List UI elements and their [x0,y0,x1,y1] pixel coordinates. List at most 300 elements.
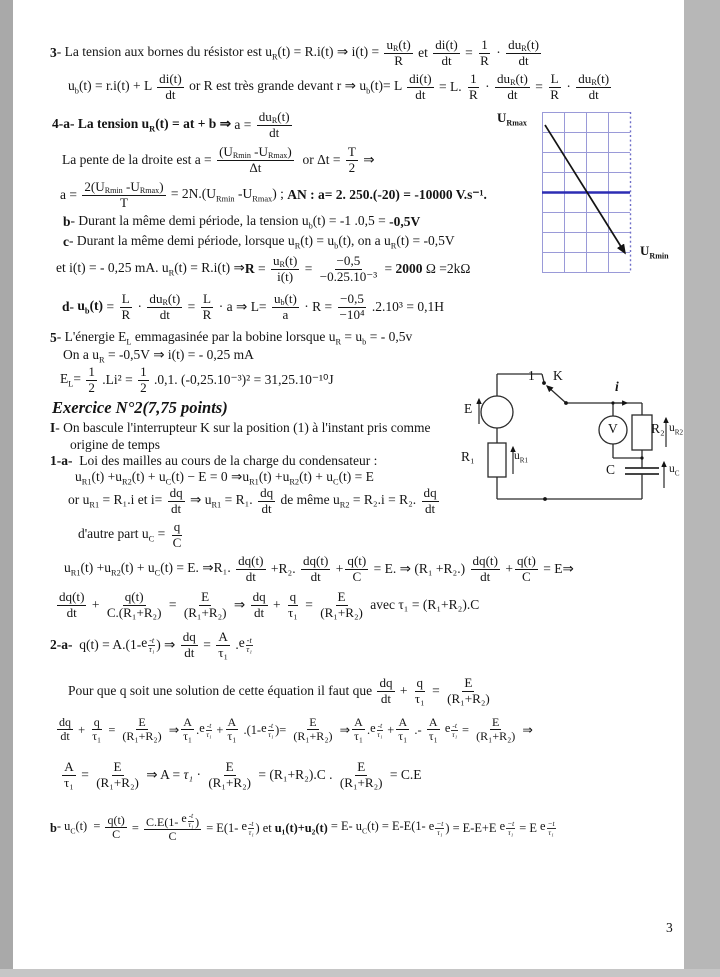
denominator: 2 [348,159,356,175]
text-token: V [608,421,618,436]
fraction [182,590,229,620]
fraction [257,110,292,140]
subscript: C [674,469,680,478]
subscript: R [149,124,156,134]
text-token: ⇒ [165,722,180,737]
text-token: de même $u_{R2} = R_2.i = R_2$. [277,492,420,510]
fraction [181,630,198,660]
text-token: R [244,261,255,277]
subscript: R1 [89,500,100,510]
text-token: = [128,820,142,835]
fraction [119,292,132,322]
subscript: Rmax [252,194,273,204]
fraction [427,716,440,744]
text-token: . [196,722,200,737]
text-token: ⇒ A = [142,767,184,783]
numerator: L [550,71,559,86]
graph-label-urmin [640,244,669,261]
text-token: Exercice N°2(7,75 points) [52,398,228,417]
denominator: (R₁+R₂) [447,690,490,706]
text-token: = [105,722,119,737]
subscript: b [308,221,313,231]
denominator: τ₁ [452,729,458,739]
text-token: = [301,261,316,277]
text-token: = E⇒ [539,561,574,577]
fraction [120,716,163,744]
fraction [396,716,409,744]
denominator: R [550,86,559,102]
denominator: (R₁+R₂) [183,604,227,620]
fraction [515,554,538,584]
exp-term: e $\frac{-t}{\text{τ₁}}$ [444,721,458,739]
switch-pivot-dot [564,401,568,405]
fraction [82,180,165,210]
text-token: $u_{R2}$ [669,422,684,437]
denominator: τ₁ [507,827,514,837]
numerator [144,812,201,830]
denominator: τ₁ [246,645,253,655]
text-token: .(1- [240,722,262,737]
fraction [216,630,230,660]
denominator: dt [310,568,321,584]
denominator: τ₁ [428,729,438,744]
numerator: u R (t) [272,253,298,269]
text-token: $U_{Rmax}$ [497,110,527,128]
denominator: dt [171,500,182,516]
denominator: dt [60,729,70,744]
fraction [338,292,367,322]
text-token: )= [275,722,290,737]
graph-ur-line [545,125,625,253]
fraction [377,676,394,706]
text-token: = $2N.(U_{Rmin}$ $-U_{Rmax}$) ; [167,186,288,204]
circuit-label-i [615,379,619,395]
fraction [271,254,299,284]
exponent-fraction [506,820,515,837]
fraction [272,292,299,322]
fraction [57,590,86,620]
text-token: + [384,722,395,737]
numerator: dq [379,675,393,690]
text-token: + [88,597,103,613]
fraction [86,365,97,395]
fraction [301,554,330,584]
numerator: E [201,589,210,604]
numerator: 1 [470,71,477,86]
exponent-fraction [547,820,556,837]
text-token: i [615,379,619,394]
text-token: - On bascule l'interrupteur K sur la position (1) à l'instant pris comme [55,420,431,435]
resistor-R1 [488,443,506,477]
fraction [548,72,561,102]
circuit-label-R1 [461,449,475,465]
capacitor-plates [625,468,659,474]
subscript: R [294,241,301,251]
subscript: b [334,241,339,251]
text-token: K [553,368,563,383]
ur-graph [542,112,634,274]
numerator: T [347,144,356,159]
text-token: -0,5V [389,214,421,230]
subscript: C [148,534,155,544]
numerator: -t [248,818,254,828]
text-token: or $u_{R1} = R_1.i$ et i= [68,492,166,510]
numerator: q [289,589,297,604]
numerator: dq(t) [472,553,498,568]
circuit-label-uC [669,463,680,477]
fraction [413,676,427,706]
circuit-label-C [606,462,615,478]
text-token: b [63,214,71,230]
denominator: −0.25.10⁻³ [319,268,378,284]
line-2a [50,630,254,660]
text-token: AN : a= 2. 250.(-20) = -10000 V.s⁻¹. [287,187,487,203]
fraction [168,486,185,516]
exponent-fraction [206,722,213,739]
exponent-fraction [377,722,384,739]
fraction [345,554,368,584]
exp-term: e $\frac{-t}{\text{τ₁}}$ [540,818,555,837]
text-token: E [464,401,473,416]
denominator: dt [165,86,176,102]
numerator: E [464,675,473,690]
fraction [471,554,500,584]
line-1a [50,453,377,469]
subscript: L [126,337,132,347]
subscript: b [362,337,367,347]
line-or [68,486,441,516]
subscript: R [168,268,175,278]
subscript: b [74,86,79,96]
denominator: dt [424,500,436,516]
numerator: 1 [140,364,147,379]
denominator: i(t) [277,268,294,284]
graph-label-urmax [497,111,527,128]
denominator: τ₁ [188,820,194,829]
numerator: E [357,759,366,774]
fraction [384,38,412,68]
line-d [62,292,444,322]
denominator: τ₁ [183,729,193,744]
text-token: + [75,722,89,737]
denominator: R [121,306,131,322]
line-pente [62,145,375,175]
circuit-label-E [464,401,472,417]
switch-contact-dot [542,381,546,385]
denominator: dt [588,86,599,102]
text-token: + [396,683,411,699]
numerator: di(t) [409,71,432,86]
text-token: τ₁ [183,767,194,783]
numerator: q(t) [516,553,536,568]
fraction [225,716,238,744]
numerator: 1 [481,37,488,52]
text-token: - L'énergie $E_L$ emmagasinée par la bobine lorsque $u_R = u_b$ = - 0,5v [56,329,413,347]
numerator: di(t) [159,71,182,86]
line-ona [63,347,254,365]
numerator: q(t) [107,812,125,827]
subscript: R [271,115,278,125]
fraction [62,760,76,790]
text-token: u₁(t)+u₂(t) [274,820,328,835]
text-token: .- [411,722,425,737]
text-token: $u_{R1}$ [514,450,529,465]
subscript: C [165,477,172,487]
voltmeter-letter [608,421,618,437]
exp-term: e $\frac{-t}{\text{τ₁}}$ [199,721,212,739]
numerator: q [93,715,100,729]
text-token: origine de temps [70,437,160,452]
numerator: di(t) [435,37,458,52]
subscript: Rmin [649,251,669,261]
text-token: I [50,420,56,435]
text-token: · [193,767,205,783]
denominator: dt [441,52,452,68]
text-token: = [381,261,396,277]
numerator: dq [423,485,437,500]
text-token: + [269,597,285,613]
fraction [201,292,214,322]
line-mailles [75,469,374,487]
text-token: C [606,462,616,477]
numerator: −0,5 [336,253,361,268]
denominator: (R₁+R₂) [96,774,139,790]
subscript: R [279,259,285,269]
numerator: dq [59,715,72,729]
junction-dot-right [640,456,643,459]
text-token: q(t) = A.(1- [72,637,142,653]
denominator: dt [184,644,195,660]
text-token: = E [516,820,541,835]
fraction [105,814,126,842]
text-token: $u_{R1}(t) +u_{R2}(t) + u_C(t) = E$. ⇒R₁. [64,560,235,578]
line-b [63,213,420,231]
text-token: b [50,820,57,835]
text-token: $E_L=$ [60,371,85,389]
numerator: 1 [88,364,95,379]
denominator: a [282,306,289,322]
text-token: et i(t) = - 0,25 mA. $u_R(t) = R.i(t)$ ⇒ [56,260,245,278]
text-token: 5 [50,330,57,346]
exp-term: e $\frac{-t}{\text{τ₁}}$ [241,818,254,837]
text-token: = [254,261,269,277]
numerator: q [173,519,181,534]
denominator: Δt [249,159,262,175]
subscript: R2 [111,568,121,578]
line-c [63,233,455,251]
text-token: = E. ⇒ (R₁ +R₂.) [370,561,469,577]
text-token: c [63,234,69,250]
subscript: R [521,43,527,53]
fraction [217,145,294,175]
numerator: −t [436,818,444,828]
circuit-label-uR2 [669,422,683,436]
subscript: R [99,355,105,365]
text-token: - [69,299,78,315]
text-token: ⇒ [519,722,533,737]
numerator: u b (t) [273,291,297,307]
page-number [666,920,673,936]
switch-blade [547,386,566,403]
subscript: R1 [81,477,92,487]
subscript: R [271,52,278,62]
text-token: 4-a- La tension $u_R(t)$ = at + b ⇒ [52,116,231,134]
text-token: = [301,597,317,613]
subscript: b [280,297,285,307]
exponent-fraction [188,813,194,829]
subscript: R [162,297,168,307]
subscript: R [591,77,597,87]
text-token: ⇒ [230,597,249,613]
subscript: C [154,568,161,578]
exponent-fraction [268,722,275,739]
subscript: b [366,86,371,96]
numerator: du R (t) [578,71,610,87]
denominator: (R₁+R₂) [293,729,333,744]
fraction [291,716,334,744]
exercice-2-heading [52,399,228,418]
fraction [147,292,182,322]
exp-term: e $\frac{-t}{\text{τ₁}}$ [370,721,383,739]
text-token: · [481,79,494,95]
denominator: dt [66,604,77,620]
text-token: C.E(1- [145,814,182,829]
subscript: R1 [211,500,222,510]
subscript: Rmin [216,194,235,204]
denominator: τ₁ [64,774,74,790]
exp-term: e $\frac{-t}{\text{τ₁}}$ [181,811,194,829]
text-token: 2-a- [50,637,73,653]
denominator: dt [415,86,426,102]
line-A [60,760,422,790]
numerator: E [492,715,500,729]
denominator: τ₁ [354,729,364,744]
denominator: (R₁+R₂) [320,604,363,620]
numerator: A [218,629,228,644]
ur-graph-svg [542,112,634,274]
line-R [56,254,470,284]
fraction [467,72,480,102]
line-4a [52,110,294,140]
numerator: E [337,589,346,604]
subscript: R [390,241,397,251]
text-token: = [458,722,473,737]
text-token: + [332,561,344,577]
circuit-label-pos1 [528,368,535,384]
denominator: 2 [88,379,95,395]
numerator: E [113,759,122,774]
numerator: q(t) [124,589,144,604]
numerator: -t [452,721,457,731]
text-token: a = [60,187,81,203]
denominator: (R₁+R₂) [208,774,251,790]
text-token: = E- $u_C(t) = E-E(1-$ [327,819,429,836]
denominator: R [480,52,489,68]
line-EL [60,365,334,395]
subscript: R1 [70,568,81,578]
fraction [57,716,73,744]
subscript: R2 [122,477,132,487]
fraction [422,486,439,516]
numerator: -t [246,635,252,645]
denominator: τ₁ [268,729,274,739]
text-token: R₁ [461,449,475,464]
circuit-diagram [455,368,705,518]
text-token: · [562,79,575,95]
fraction [576,72,611,102]
text-token: · a ⇒ L= [215,299,270,315]
fraction [407,72,434,102]
text-token: .0,1. (-0,25.10⁻³)² = 31,25.10⁻¹⁰J [150,372,334,388]
denominator: 2 [140,379,147,395]
fraction [318,254,379,284]
fraction [474,716,517,744]
line-pour [68,676,494,706]
numerator: L [203,291,212,306]
exp-term: e $\frac{-t}{\text{τ₁}}$ [141,635,155,655]
fraction [495,72,530,102]
subscript: R [392,43,399,53]
line-uc [50,812,557,844]
denominator: dt [261,500,272,516]
numerator: du R (t) [149,291,181,307]
denominator: C [112,827,121,842]
junction-dot-top [611,401,614,404]
text-token: . [367,722,371,737]
numerator: A [183,715,192,729]
line-5 [50,329,412,347]
text-token: 3 [50,45,57,61]
fraction [236,554,265,584]
text-token: or R est très grande devant r ⇒ $u_b(t)= L$ [185,78,406,96]
denominator: dt [518,52,529,68]
text-token: . [232,637,239,653]
text-token: - La tension aux bornes du résistor est $u_R(t) = R.i(t)$ ⇒ i(t) = [56,44,383,62]
denominator: (R₁+R₂) [122,729,162,744]
numerator: dq [169,485,183,500]
numerator: −0,5 [340,291,364,306]
text-token: = [184,299,199,315]
subscript: R1 [249,477,259,487]
text-token: or Δt = [295,152,344,168]
subscript: L [68,379,74,389]
numerator: L [121,291,130,306]
text-token: $u_{R1}(t) +u_{R2}(t) + u_C(t) - E = 0$ $\Rightarrow u_{R1}(t) +u_{R2}(t) + u_C(t) = E$ [75,469,374,487]
text-token: - $u_C(t)$ = [56,819,104,836]
text-token: = [428,683,444,699]
subscript: R [335,337,342,347]
subscript: C [332,477,339,487]
text-token: $U_{Rmin}$ [640,243,669,261]
text-token: avec τ₁ = (R₁+R₂).C [366,597,480,613]
denominator: τ₁ [92,729,102,744]
line-ub [68,72,613,102]
exponent-fraction [435,820,444,837]
text-token: - Durant la même demi période, lorsque $u_R(t) = u_b(t)$, on a $u_R(t) = -0,5V$ [69,233,455,251]
fraction [286,590,300,620]
fraction [478,38,491,68]
fraction [181,716,194,744]
exp-term: e $\frac{-t}{\text{τ₁}}$ [499,818,515,837]
denominator: R [469,86,478,102]
text-token: = [199,637,215,653]
fraction [157,72,184,102]
text-token: Ω =2kΩ [422,261,471,277]
text-token: 3 [666,920,673,935]
fraction [105,590,164,620]
fraction [433,38,460,68]
fraction [94,760,141,790]
